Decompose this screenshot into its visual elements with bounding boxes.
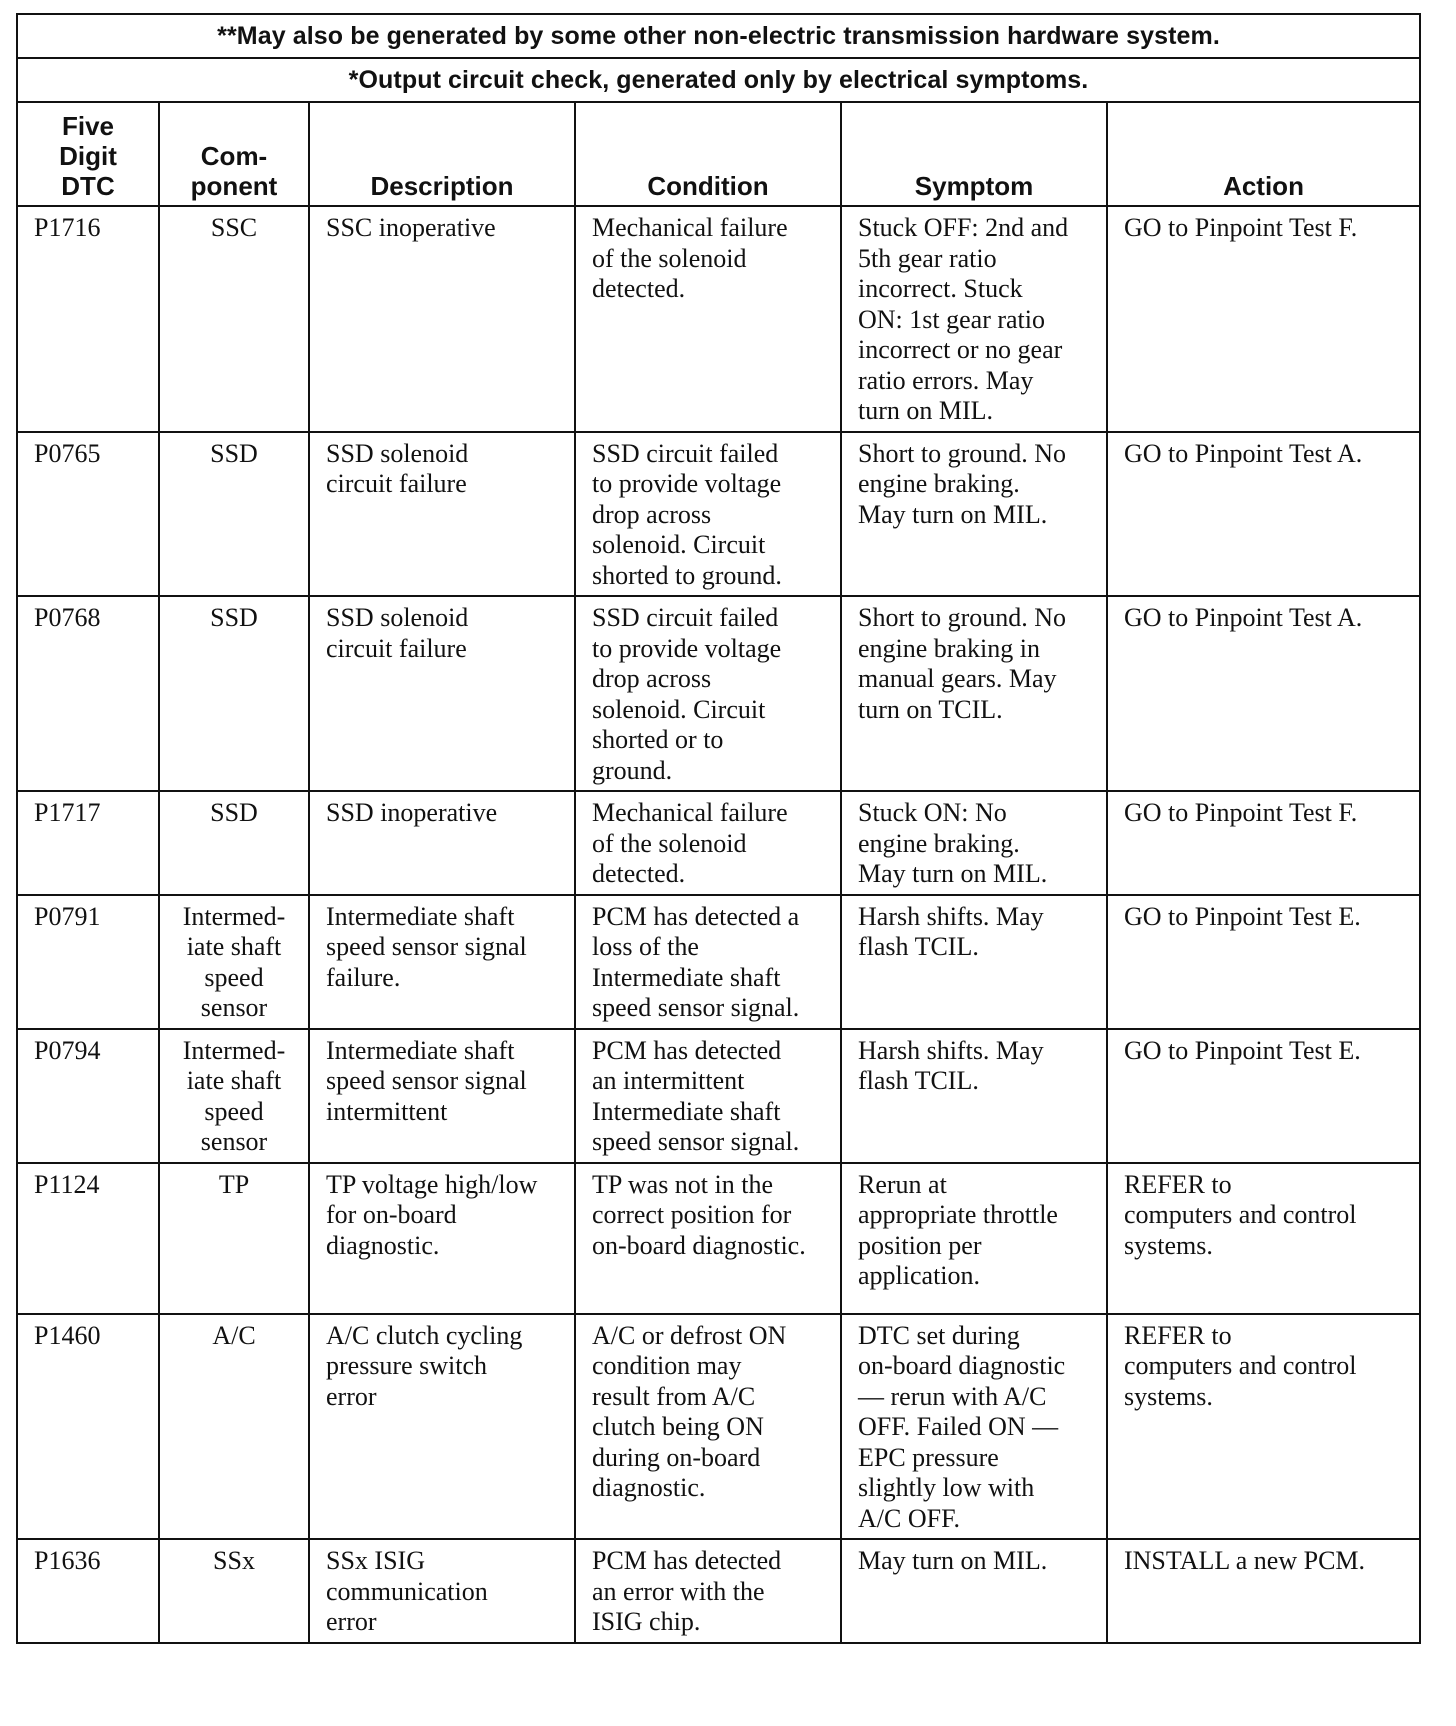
symptom: Stuck ON: No engine braking. May turn on MIL. — [841, 791, 1107, 895]
action: GO to Pinpoint Test F. — [1107, 791, 1420, 895]
action: REFER to computers and control systems. — [1107, 1314, 1420, 1540]
table-row-p1716 — [17, 206, 1420, 432]
output-circuit-note: *Output circuit check, generated only by electrical symptoms. — [17, 58, 1420, 102]
action: GO to Pinpoint Test E. — [1107, 1029, 1420, 1163]
description: SSC inoperative — [309, 206, 575, 432]
description: SSD solenoid circuit failure — [309, 432, 575, 597]
banner-row-1 — [17, 14, 1420, 58]
dtc-table — [16, 13, 1421, 1644]
table-row-p0768 — [17, 596, 1420, 791]
component: Intermed- iate shaft speed sensor — [159, 1029, 309, 1163]
condition: PCM has detected an error with the ISIG chip. — [575, 1539, 841, 1643]
dtc-table-page — [16, 13, 1419, 1644]
dtc-code: P0794 — [17, 1029, 159, 1163]
description: SSx ISIG communication error — [309, 1539, 575, 1643]
condition: SSD circuit failed to provide voltage drop across solenoid. Circuit shorted to ground. — [575, 432, 841, 597]
description: Intermediate shaft speed sensor signal intermittent — [309, 1029, 575, 1163]
condition: Mechanical failure of the solenoid detected. — [575, 791, 841, 895]
description: Intermediate shaft speed sensor signal failure. — [309, 895, 575, 1029]
condition: SSD circuit failed to provide voltage drop across solenoid. Circuit shorted or to ground. — [575, 596, 841, 791]
header-component: Com- ponent — [159, 102, 309, 206]
description: TP voltage high/low for on-board diagnostic. — [309, 1163, 575, 1314]
table-row-p1124 — [17, 1163, 1420, 1314]
symptom: DTC set during on-board diagnostic — rerun with A/C OFF. Failed ON — EPC pressure slightly low with A/C OFF. — [841, 1314, 1107, 1540]
condition: Mechanical failure of the solenoid detected. — [575, 206, 841, 432]
description: SSD inoperative — [309, 791, 575, 895]
dtc-code: P1636 — [17, 1539, 159, 1643]
condition: PCM has detected a loss of the Intermediate shaft speed sensor signal. — [575, 895, 841, 1029]
symptom: Short to ground. No engine braking in manual gears. May turn on TCIL. — [841, 596, 1107, 791]
action: INSTALL a new PCM. — [1107, 1539, 1420, 1643]
table-row-p1717 — [17, 791, 1420, 895]
header-row — [17, 102, 1420, 206]
description: SSD solenoid circuit failure — [309, 596, 575, 791]
table-row-p0794 — [17, 1029, 1420, 1163]
symptom: May turn on MIL. — [841, 1539, 1107, 1643]
component: SSC — [159, 206, 309, 432]
component: TP — [159, 1163, 309, 1314]
symptom: Rerun at appropriate throttle position per application. — [841, 1163, 1107, 1314]
table-row-p0765 — [17, 432, 1420, 597]
header-condition: Condition — [575, 102, 841, 206]
table-row-p1460 — [17, 1314, 1420, 1540]
dtc-code: P1124 — [17, 1163, 159, 1314]
description: A/C clutch cycling pressure switch error — [309, 1314, 575, 1540]
header-description: Description — [309, 102, 575, 206]
dtc-code: P0765 — [17, 432, 159, 597]
action: GO to Pinpoint Test E. — [1107, 895, 1420, 1029]
action: GO to Pinpoint Test A. — [1107, 432, 1420, 597]
component: SSD — [159, 791, 309, 895]
component: SSx — [159, 1539, 309, 1643]
hardware-note: **May also be generated by some other non-electric transmission hardware system. — [17, 14, 1420, 58]
symptom: Harsh shifts. May flash TCIL. — [841, 895, 1107, 1029]
symptom: Short to ground. No engine braking. May turn on MIL. — [841, 432, 1107, 597]
dtc-code: P1717 — [17, 791, 159, 895]
condition: PCM has detected an intermittent Intermediate shaft speed sensor signal. — [575, 1029, 841, 1163]
header-symptom: Symptom — [841, 102, 1107, 206]
dtc-code: P1460 — [17, 1314, 159, 1540]
component: SSD — [159, 596, 309, 791]
table-row-p1636 — [17, 1539, 1420, 1643]
action: REFER to computers and control systems. — [1107, 1163, 1420, 1314]
header-action: Action — [1107, 102, 1420, 206]
header-dtc: Five Digit DTC — [17, 102, 159, 206]
condition: A/C or defrost ON condition may result from A/C clutch being ON during on-board diagnostic. — [575, 1314, 841, 1540]
dtc-code: P0768 — [17, 596, 159, 791]
symptom: Harsh shifts. May flash TCIL. — [841, 1029, 1107, 1163]
dtc-code: P1716 — [17, 206, 159, 432]
dtc-code: P0791 — [17, 895, 159, 1029]
banner-row-2 — [17, 58, 1420, 102]
action: GO to Pinpoint Test F. — [1107, 206, 1420, 432]
action: GO to Pinpoint Test A. — [1107, 596, 1420, 791]
component: SSD — [159, 432, 309, 597]
component: Intermed- iate shaft speed sensor — [159, 895, 309, 1029]
condition: TP was not in the correct position for on-board diagnostic. — [575, 1163, 841, 1314]
component: A/C — [159, 1314, 309, 1540]
table-row-p0791 — [17, 895, 1420, 1029]
symptom: Stuck OFF: 2nd and 5th gear ratio incorrect. Stuck ON: 1st gear ratio incorrect or no gear ratio errors. May turn on MIL. — [841, 206, 1107, 432]
